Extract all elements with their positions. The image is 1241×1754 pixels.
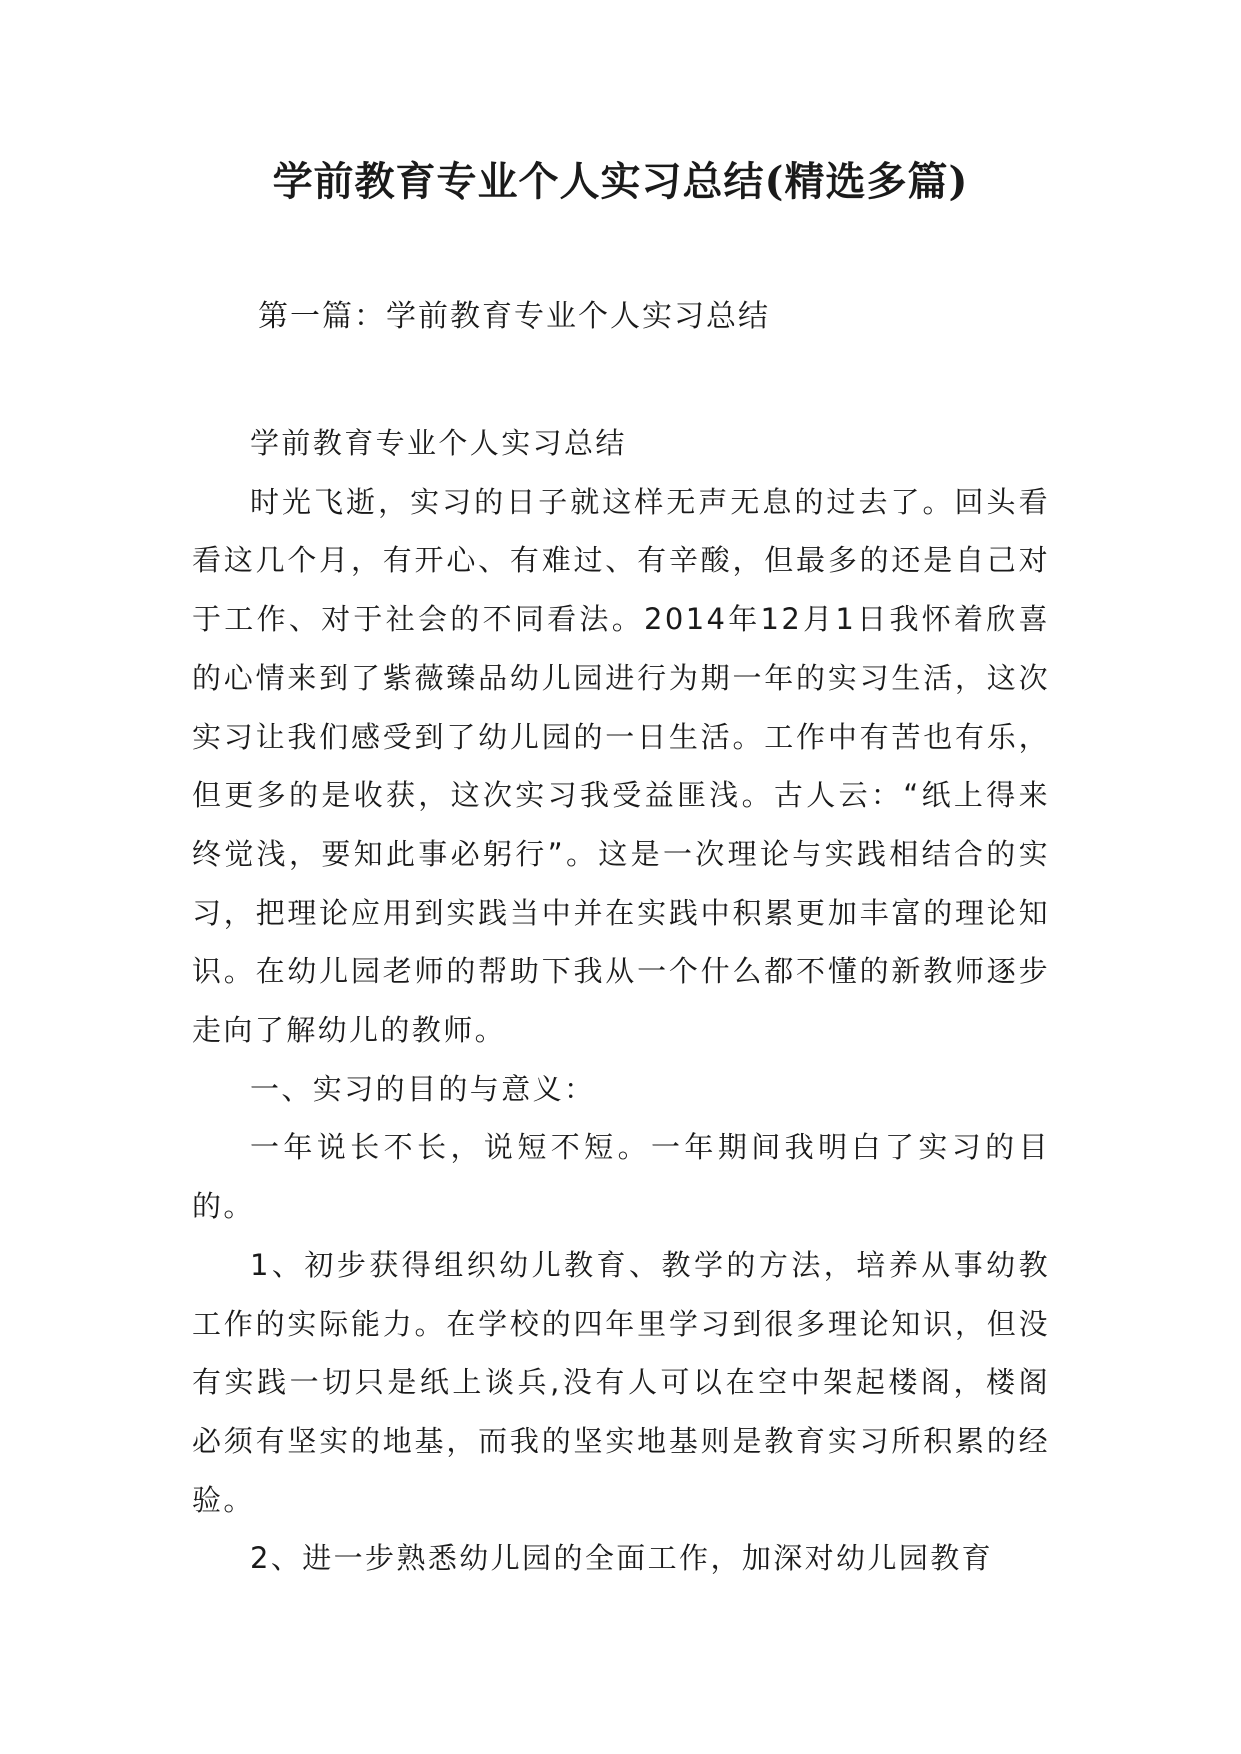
paragraph: 时光飞逝，实习的日子就这样无声无息的过去了。回头看看这几个月，有开心、有难过、有辛酸，但最多的还是自己对于工作、对于社会的不同看法。2014年12月1日我怀着欣喜的心情来到了紫薇臻品幼儿园进行为期一年的实习生活，这次实习让我们感受到了幼儿园的一日生活。工作中有苦也有乐，但更多的是收获，这次实习我受益匪浅。古人云：“纸上得来终觉浅，要知此事必躬行”。这是一次理论与实践相结合的实习，把理论应用到实践当中并在实践中积累更加丰富的理论知识。在幼儿园老师的帮助下我从一个什么都不懂的新教师逐步走向了解幼儿的教师。 bbox=[192, 484, 1050, 1048]
section-heading: 第一篇：学前教育专业个人实习总结 bbox=[258, 299, 770, 334]
paragraph: 一年说长不长，说短不短。一年期间我明白了实习的目的。 bbox=[192, 1130, 1050, 1224]
paragraph-heading: 学前教育专业个人实习总结 bbox=[250, 426, 627, 460]
paragraph: 1、初步获得组织幼儿教育、教学的方法，培养从事幼教工作的实际能力。在学校的四年里学习到很多理论知识，但没有实践一切只是纸上谈兵,没有人可以在空中架起楼阁，楼阁必须有坚实的地基，而我的坚实地基则是教育实习所积累的经验。 bbox=[192, 1247, 1050, 1517]
document-title: 学前教育专业个人实习总结(精选多篇) bbox=[272, 158, 969, 205]
paragraph: 2、进一步熟悉幼儿园的全面工作，加深对幼儿园教育 bbox=[250, 1541, 994, 1576]
paragraph-section-heading: 一、实习的目的与意义： bbox=[250, 1071, 596, 1106]
document-body bbox=[192, 414, 1050, 1588]
